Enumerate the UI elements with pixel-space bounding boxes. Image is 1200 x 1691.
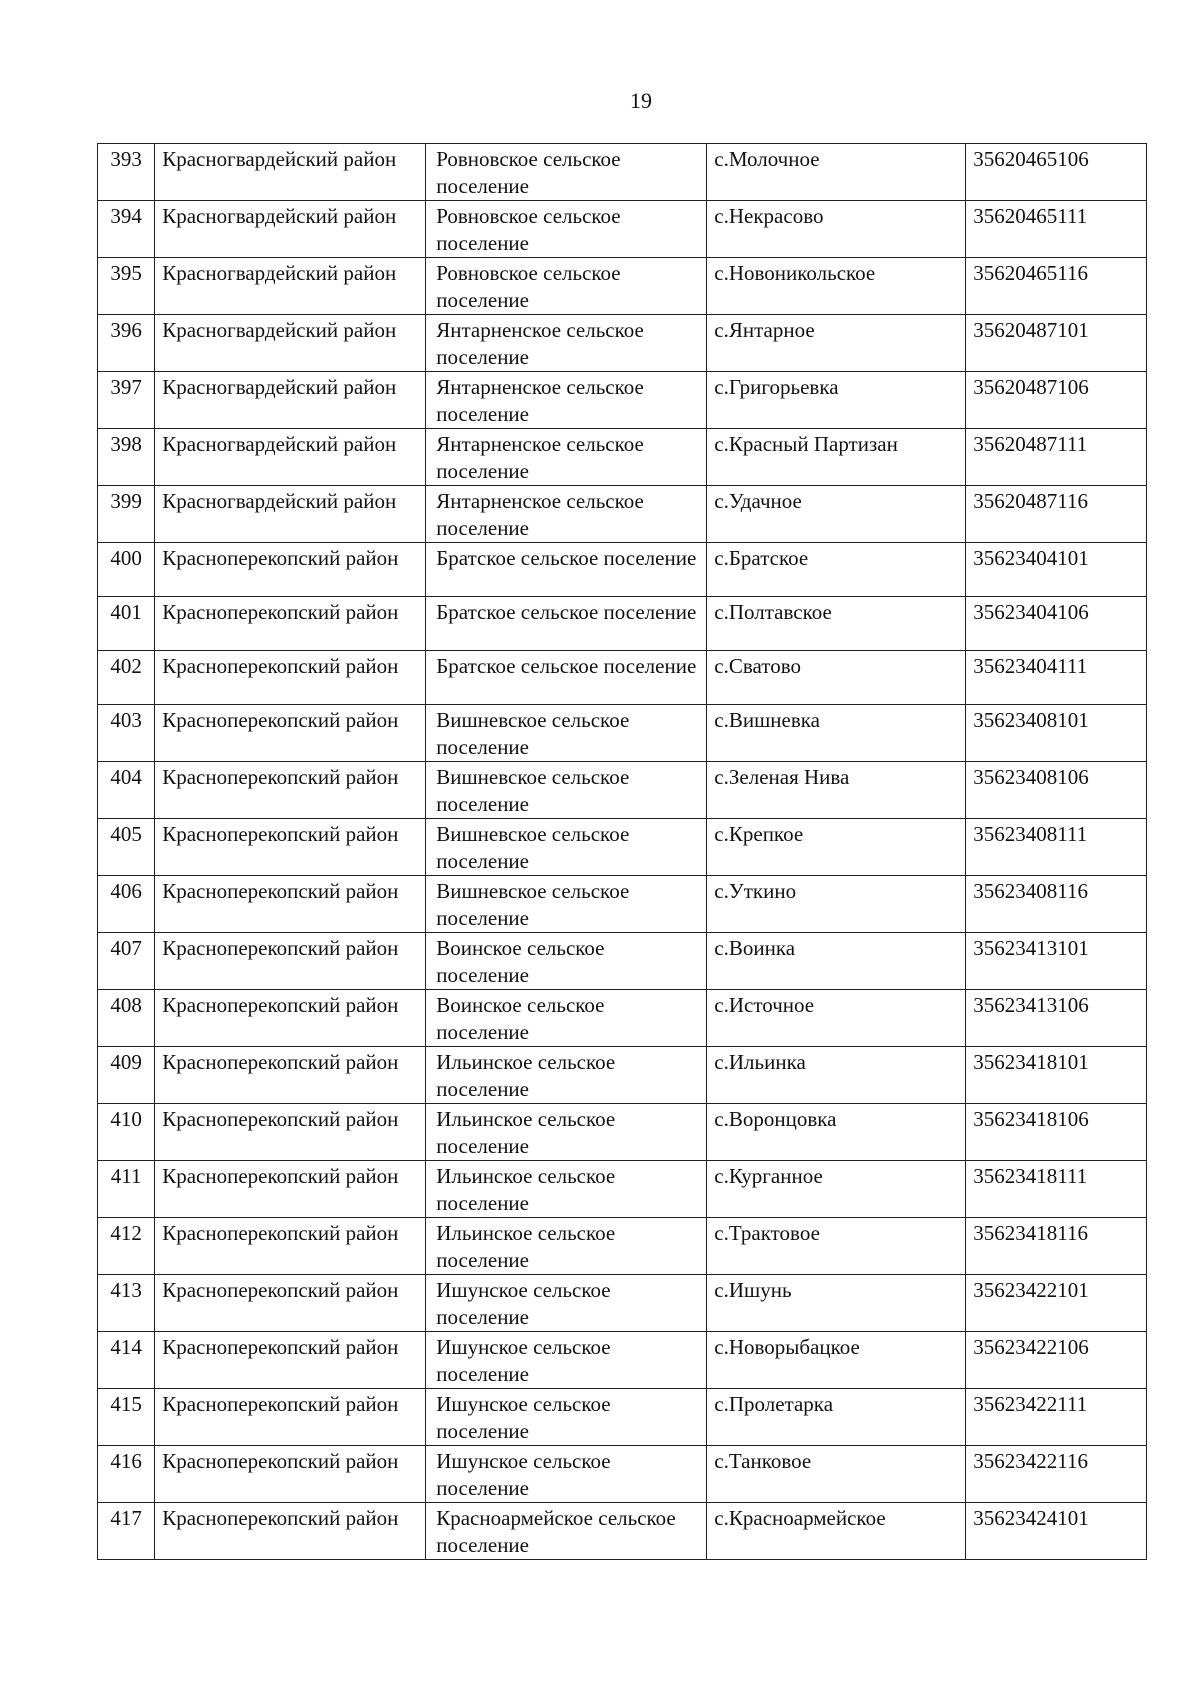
row-number-cell: 398 — [98, 429, 155, 486]
oktmo-code-cell: 35623413101 — [966, 933, 1147, 990]
oktmo-code-cell: 35623404111 — [966, 651, 1147, 705]
table-row — [98, 990, 1147, 1047]
oktmo-code-cell: 35623413106 — [966, 990, 1147, 1047]
oktmo-code-cell: 35623408101 — [966, 705, 1147, 762]
district-cell: Красногвардейский район — [155, 372, 426, 429]
row-number-cell: 394 — [98, 201, 155, 258]
row-number-cell: 410 — [98, 1104, 155, 1161]
district-cell: Красноперекопский район — [155, 1047, 426, 1104]
district-cell: Красноперекопский район — [155, 1503, 426, 1560]
oktmo-code-cell: 35620465106 — [966, 144, 1147, 201]
settlement-cell: Братское сельское поселение — [426, 597, 707, 651]
district-cell: Красноперекопский район — [155, 705, 426, 762]
district-cell: Красногвардейский район — [155, 429, 426, 486]
settlement-cell: Янтарненское сельское поселение — [426, 429, 707, 486]
oktmo-code-cell: 35623418101 — [966, 1047, 1147, 1104]
oktmo-code-cell: 35620487101 — [966, 315, 1147, 372]
settlement-cell: Вишневское сельское поселение — [426, 762, 707, 819]
village-cell: с.Ишунь — [707, 1275, 966, 1332]
village-cell: с.Новоникольское — [707, 258, 966, 315]
oktmo-code-cell: 35620487106 — [966, 372, 1147, 429]
village-cell: с.Вишневка — [707, 705, 966, 762]
table-row — [98, 762, 1147, 819]
settlement-cell: Ильинское сельское поселение — [426, 1161, 707, 1218]
district-cell: Красноперекопский район — [155, 876, 426, 933]
oktmo-code-cell: 35623422106 — [966, 1332, 1147, 1389]
row-number-cell: 414 — [98, 1332, 155, 1389]
village-cell: с.Танковое — [707, 1446, 966, 1503]
settlement-cell: Вишневское сельское поселение — [426, 705, 707, 762]
village-cell: с.Зеленая Нива — [707, 762, 966, 819]
oktmo-code-cell: 35623404101 — [966, 543, 1147, 597]
district-cell: Красногвардейский район — [155, 315, 426, 372]
table-row — [98, 876, 1147, 933]
district-cell: Красноперекопский район — [155, 1332, 426, 1389]
settlement-cell: Ровновское сельское поселение — [426, 144, 707, 201]
row-number-cell: 396 — [98, 315, 155, 372]
table-row — [98, 1389, 1147, 1446]
row-number-cell: 404 — [98, 762, 155, 819]
row-number-cell: 416 — [98, 1446, 155, 1503]
table-row — [98, 597, 1147, 651]
table-row — [98, 1275, 1147, 1332]
district-cell: Красногвардейский район — [155, 144, 426, 201]
page-number: 19 — [630, 88, 652, 113]
settlement-cell: Ровновское сельское поселение — [426, 201, 707, 258]
settlement-cell: Братское сельское поселение — [426, 543, 707, 597]
settlement-cell: Ишунское сельское поселение — [426, 1332, 707, 1389]
row-number-cell: 400 — [98, 543, 155, 597]
village-cell: с.Источное — [707, 990, 966, 1047]
table-body — [98, 144, 1147, 1560]
settlement-cell: Братское сельское поселение — [426, 651, 707, 705]
settlement-cell: Янтарненское сельское поселение — [426, 372, 707, 429]
row-number-cell: 415 — [98, 1389, 155, 1446]
settlement-cell: Ровновское сельское поселение — [426, 258, 707, 315]
table-row — [98, 651, 1147, 705]
oktmo-code-cell: 35620487111 — [966, 429, 1147, 486]
table-row — [98, 819, 1147, 876]
table-row — [98, 144, 1147, 201]
settlement-cell: Ильинское сельское поселение — [426, 1104, 707, 1161]
row-number-cell: 417 — [98, 1503, 155, 1560]
table-row — [98, 315, 1147, 372]
district-cell: Красноперекопский район — [155, 543, 426, 597]
table-row — [98, 705, 1147, 762]
settlement-cell: Вишневское сельское поселение — [426, 819, 707, 876]
oktmo-code-cell: 35623422101 — [966, 1275, 1147, 1332]
village-cell: с.Пролетарка — [707, 1389, 966, 1446]
table-row — [98, 486, 1147, 543]
oktmo-code-cell: 35623408106 — [966, 762, 1147, 819]
oktmo-code-cell: 35623422111 — [966, 1389, 1147, 1446]
district-cell: Красногвардейский район — [155, 258, 426, 315]
table-row — [98, 543, 1147, 597]
village-cell: с.Новорыбацкое — [707, 1332, 966, 1389]
table-row — [98, 1218, 1147, 1275]
row-number-cell: 409 — [98, 1047, 155, 1104]
settlement-cell: Воинское сельское поселение — [426, 990, 707, 1047]
oktmo-code-cell: 35620487116 — [966, 486, 1147, 543]
settlement-cell: Воинское сельское поселение — [426, 933, 707, 990]
village-cell: с.Воронцовка — [707, 1104, 966, 1161]
village-cell: с.Янтарное — [707, 315, 966, 372]
oktmo-code-cell: 35623418111 — [966, 1161, 1147, 1218]
district-cell: Красноперекопский район — [155, 597, 426, 651]
row-number-cell: 403 — [98, 705, 155, 762]
settlement-cell: Ильинское сельское поселение — [426, 1218, 707, 1275]
district-cell: Красноперекопский район — [155, 1389, 426, 1446]
oktmo-code-cell: 35623418106 — [966, 1104, 1147, 1161]
row-number-cell: 401 — [98, 597, 155, 651]
district-cell: Красноперекопский район — [155, 819, 426, 876]
row-number-cell: 402 — [98, 651, 155, 705]
settlement-cell: Красноармейское сельское поселение — [426, 1503, 707, 1560]
settlement-cell: Янтарненское сельское поселение — [426, 486, 707, 543]
row-number-cell: 406 — [98, 876, 155, 933]
oktmo-code-cell: 35620465116 — [966, 258, 1147, 315]
settlement-cell: Янтарненское сельское поселение — [426, 315, 707, 372]
settlement-cell: Ильинское сельское поселение — [426, 1047, 707, 1104]
district-cell: Красноперекопский район — [155, 933, 426, 990]
table-row — [98, 429, 1147, 486]
village-cell: с.Курганное — [707, 1161, 966, 1218]
village-cell: с.Братское — [707, 543, 966, 597]
village-cell: с.Полтавское — [707, 597, 966, 651]
settlement-cell: Ишунское сельское поселение — [426, 1446, 707, 1503]
settlement-cell: Вишневское сельское поселение — [426, 876, 707, 933]
oktmo-code-cell: 35623424101 — [966, 1503, 1147, 1560]
oktmo-code-cell: 35623408116 — [966, 876, 1147, 933]
table-row — [98, 1047, 1147, 1104]
table-row — [98, 1446, 1147, 1503]
village-cell: с.Красный Партизан — [707, 429, 966, 486]
village-cell: с.Удачное — [707, 486, 966, 543]
table-row — [98, 201, 1147, 258]
settlements-table — [97, 143, 1147, 1560]
district-cell: Красноперекопский район — [155, 1218, 426, 1275]
row-number-cell: 411 — [98, 1161, 155, 1218]
village-cell: с.Ильинка — [707, 1047, 966, 1104]
district-cell: Красноперекопский район — [155, 762, 426, 819]
village-cell: с.Красноармейское — [707, 1503, 966, 1560]
row-number-cell: 413 — [98, 1275, 155, 1332]
table-row — [98, 933, 1147, 990]
table-row — [98, 1332, 1147, 1389]
district-cell: Красноперекопский район — [155, 1104, 426, 1161]
settlement-cell: Ишунское сельское поселение — [426, 1389, 707, 1446]
row-number-cell: 408 — [98, 990, 155, 1047]
village-cell: с.Крепкое — [707, 819, 966, 876]
row-number-cell: 405 — [98, 819, 155, 876]
district-cell: Красноперекопский район — [155, 1446, 426, 1503]
district-cell: Красногвардейский район — [155, 486, 426, 543]
table-row — [98, 1503, 1147, 1560]
row-number-cell: 393 — [98, 144, 155, 201]
oktmo-code-cell: 35623418116 — [966, 1218, 1147, 1275]
village-cell: с.Воинка — [707, 933, 966, 990]
oktmo-code-cell: 35620465111 — [966, 201, 1147, 258]
district-cell: Красноперекопский район — [155, 651, 426, 705]
table-row — [98, 1104, 1147, 1161]
oktmo-code-cell: 35623408111 — [966, 819, 1147, 876]
village-cell: с.Трактовое — [707, 1218, 966, 1275]
village-cell: с.Уткино — [707, 876, 966, 933]
village-cell: с.Григорьевка — [707, 372, 966, 429]
district-cell: Красноперекопский район — [155, 1161, 426, 1218]
oktmo-code-cell: 35623422116 — [966, 1446, 1147, 1503]
village-cell: с.Молочное — [707, 144, 966, 201]
oktmo-code-cell: 35623404106 — [966, 597, 1147, 651]
row-number-cell: 407 — [98, 933, 155, 990]
village-cell: с.Некрасово — [707, 201, 966, 258]
district-cell: Красноперекопский район — [155, 990, 426, 1047]
row-number-cell: 412 — [98, 1218, 155, 1275]
settlement-cell: Ишунское сельское поселение — [426, 1275, 707, 1332]
row-number-cell: 399 — [98, 486, 155, 543]
table-row — [98, 258, 1147, 315]
row-number-cell: 395 — [98, 258, 155, 315]
village-cell: с.Сватово — [707, 651, 966, 705]
district-cell: Красногвардейский район — [155, 201, 426, 258]
district-cell: Красноперекопский район — [155, 1275, 426, 1332]
row-number-cell: 397 — [98, 372, 155, 429]
table-row — [98, 1161, 1147, 1218]
table-row — [98, 372, 1147, 429]
